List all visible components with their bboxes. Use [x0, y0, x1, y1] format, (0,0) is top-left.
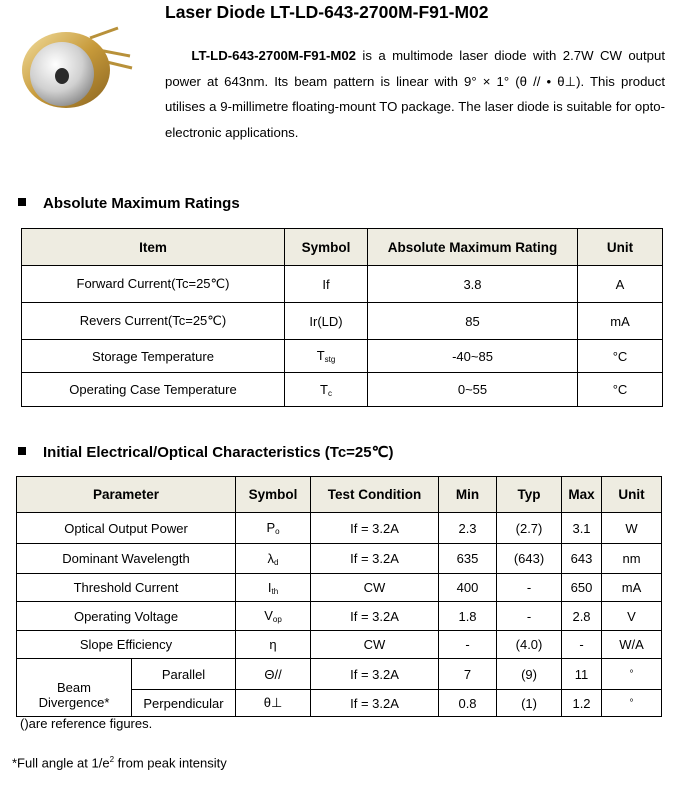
cell-unit: V — [602, 602, 662, 631]
table-row — [17, 602, 662, 631]
header-parameter: Parameter — [17, 477, 236, 513]
cell-param: Operating Voltage — [17, 602, 236, 631]
table-row — [17, 513, 662, 544]
table-header-row — [17, 477, 662, 513]
table-row — [22, 303, 663, 340]
cell-max: - — [562, 631, 602, 659]
cell-max: 1.2 — [562, 690, 602, 717]
description-text: is a multimode laser diode with 2.7W CW output power at 643nm. Its beam pattern is linear with 9° × 1° (θ // • θ⊥). This product utilises a 9-millimetre floating-mount TO package. The laser diode is suitable for opto-electronic applications. — [165, 48, 665, 140]
cell-min: 2.3 — [439, 513, 497, 544]
cell-unit: ° — [602, 690, 662, 717]
cell-max: 11 — [562, 659, 602, 690]
header-symbol: Symbol — [236, 477, 311, 513]
amr-heading: Absolute Maximum Ratings — [18, 195, 240, 212]
table-header-row — [22, 229, 663, 266]
cell-condition: If = 3.2A — [311, 659, 439, 690]
cell-typ: (1) — [497, 690, 562, 717]
cell-item: Operating Case Temperature — [22, 373, 285, 407]
cell-unit: W/A — [602, 631, 662, 659]
cell-typ: (4.0) — [497, 631, 562, 659]
cell-symbol: η — [236, 631, 311, 659]
eoc-table — [16, 476, 662, 717]
cell-unit: A — [578, 266, 663, 303]
cell-unit: ° — [602, 659, 662, 690]
table-row — [22, 266, 663, 303]
page-title: Laser Diode LT-LD-643-2700M-F91-M02 — [165, 2, 489, 22]
cell-condition: CW — [311, 631, 439, 659]
header-unit: Unit — [602, 477, 662, 513]
cell-max: 3.1 — [562, 513, 602, 544]
header-min: Min — [439, 477, 497, 513]
cell-unit: mA — [578, 303, 663, 340]
cell-unit: mA — [602, 574, 662, 602]
cell-min: 1.8 — [439, 602, 497, 631]
cell-min: - — [439, 631, 497, 659]
cell-condition: If = 3.2A — [311, 690, 439, 717]
table-row — [17, 631, 662, 659]
cell-param: Optical Output Power — [17, 513, 236, 544]
header-item: Item — [22, 229, 285, 266]
cell-symbol: $\lambda_d$ — [236, 544, 311, 574]
cell-typ: (643) — [497, 544, 562, 574]
bullet-square-icon — [18, 198, 26, 206]
cell-unit: W — [602, 513, 662, 544]
cell-param: Dominant Wavelength — [17, 544, 236, 574]
table-row — [17, 659, 662, 690]
header-unit: Unit — [578, 229, 663, 266]
cell-condition: CW — [311, 574, 439, 602]
cell-symbol: $V_{op}$ — [236, 602, 311, 631]
cell-unit: °C — [578, 373, 663, 407]
cell-symbol: $I_{th}$ — [236, 574, 311, 602]
cell-unit: °C — [578, 340, 663, 373]
cell-condition: If = 3.2A — [311, 544, 439, 574]
laser-diode-photo — [18, 18, 136, 118]
table-row — [17, 544, 662, 574]
cell-symbol: If — [285, 266, 368, 303]
cell-typ: (2.7) — [497, 513, 562, 544]
cell-min: 7 — [439, 659, 497, 690]
product-description — [165, 43, 665, 145]
cell-subparam: Perpendicular — [132, 690, 236, 717]
cell-typ: - — [497, 574, 562, 602]
cell-subparam: Parallel — [132, 659, 236, 690]
eoc-heading: Initial Electrical/Optical Characteristics (Tc=25℃) — [18, 443, 393, 461]
header-max: Max — [562, 477, 602, 513]
table-row — [17, 574, 662, 602]
cell-max: 2.8 — [562, 602, 602, 631]
cell-param: Threshold Current — [17, 574, 236, 602]
cell-min: 635 — [439, 544, 497, 574]
model-number: LT-LD-643-2700M-F91-M02 — [191, 48, 357, 63]
header-condition: Test Condition — [311, 477, 439, 513]
cell-typ: - — [497, 602, 562, 631]
cell-min: 400 — [439, 574, 497, 602]
amr-table — [21, 228, 663, 407]
full-angle-note: *Full angle at $1/e^2$ from peak intensity — [12, 755, 227, 771]
cell-item: Forward Current(Tc=25℃) — [22, 266, 285, 303]
cell-condition: If = 3.2A — [311, 602, 439, 631]
cell-symbol: Θ// — [236, 659, 311, 690]
cell-symbol: Ir(LD) — [285, 303, 368, 340]
cell-item: Revers Current(Tc=25℃) — [22, 303, 285, 340]
cell-symbol: $T_c$ — [285, 373, 368, 407]
cell-symbol: $T_{stg}$ — [285, 340, 368, 373]
cell-item: Storage Temperature — [22, 340, 285, 373]
reference-note: ()are reference figures. — [20, 716, 153, 731]
cell-symbol: θ⊥ — [236, 690, 311, 717]
cell-rating: 3.8 — [368, 266, 578, 303]
cell-min: 0.8 — [439, 690, 497, 717]
cell-rating: 0~55 — [368, 373, 578, 407]
cell-condition: If = 3.2A — [311, 513, 439, 544]
cell-param: Slope Efficiency — [17, 631, 236, 659]
header-rating: Absolute Maximum Rating — [368, 229, 578, 266]
header-typ: Typ — [497, 477, 562, 513]
cell-rating: -40~85 — [368, 340, 578, 373]
cell-max: 643 — [562, 544, 602, 574]
cell-rating: 85 — [368, 303, 578, 340]
table-row — [22, 340, 663, 373]
cell-unit: nm — [602, 544, 662, 574]
cell-typ: (9) — [497, 659, 562, 690]
cell-symbol: $P_o$ — [236, 513, 311, 544]
cell-beam-divergence: Beam Divergence* — [17, 659, 132, 717]
header-symbol: Symbol — [285, 229, 368, 266]
bullet-square-icon — [18, 447, 26, 455]
table-row — [22, 373, 663, 407]
cell-max: 650 — [562, 574, 602, 602]
